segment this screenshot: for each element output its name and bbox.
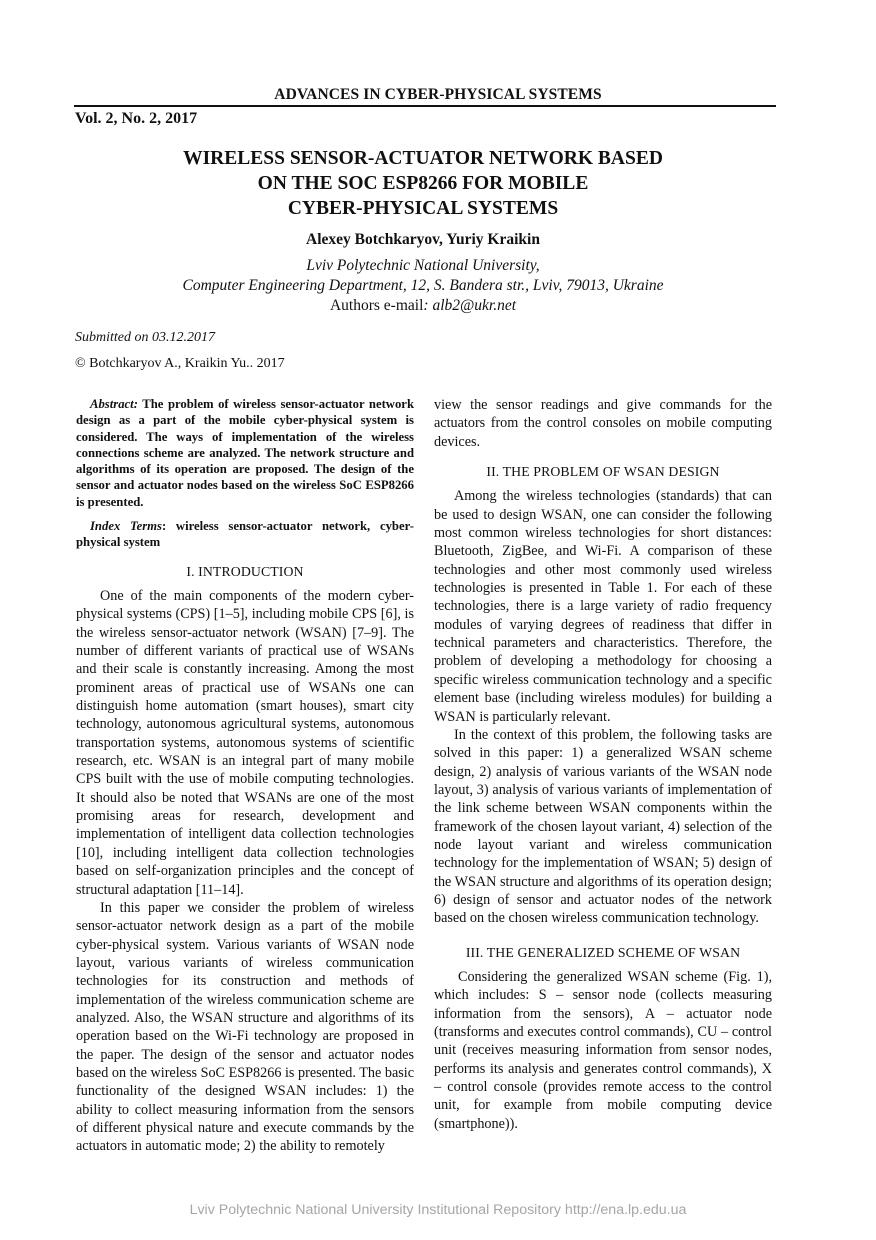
abstract-label: Abstract: <box>90 397 138 411</box>
title-line: WIRELESS SENSOR-ACTUATOR NETWORK BASED <box>183 148 663 169</box>
copyright: © Botchkaryov A., Kraikin Yu.. 2017 <box>75 356 285 371</box>
problem-paragraph-2: In the context of this problem, the following tasks are solved in this paper: 1) a generalized WSAN scheme design, 2) analysis of various variants of the WSAN node layout, 3) analysis of various variants of implementation of the link scheme between WSAN components within the framework of the chosen layout variant, 4) selection of the node layout variant and wireless communication technology for the implementation of WSAN; 5) design of the WSAN structure and algorithms of its operation design; 6) design of sensor and actuator nodes of the network based on the chosen wireless communication technology. <box>434 726 772 927</box>
section-heading-problem: II. THE PROBLEM OF WSAN DESIGN <box>486 464 720 480</box>
intro-paragraph-1: One of the main components of the modern cyber-physical systems (CPS) [1–5], including mobile CPS [6], is the wireless sensor-actuator network (WSAN) [7–9]. The number of different variants of practical use of WSANs and their scale is constantly increasing. Among the most prominent areas of practical use of WSANs one can distinguish home automation (smart houses), smart city technology, autonomous agricultural systems, autonomous transportation systems, autonomous systems of scientific research, etc. WSAN is an integral part of many mobile CPS built with the use of mobile computing technologies. It should also be noted that WSANs are one of the most promising areas for research, development and implementation of intelligent data collection technologies [10], including intelligent data collection technologies based on self-organization principles and the concept of structural adaptation [11–14]. <box>76 588 414 898</box>
index-terms-label: Index Terms <box>90 519 162 534</box>
section-heading-scheme: III. THE GENERALIZED SCHEME OF WSAN <box>465 944 741 960</box>
department: Computer Engineering Department, 12, S. Bandera str., Lviv, 79013, Ukraine <box>182 277 664 294</box>
header-rule <box>74 105 776 107</box>
abstract <box>76 396 414 510</box>
affiliation <box>0 256 846 316</box>
scheme-paragraph-1: Considering the generalized WSAN scheme (Fig. 1), which includes: S – sensor node (collects measuring information from the sensors), A – actuator node (transforms and executes control commands), CU – control unit (receives measuring information from sensor nodes, performs its analysis and generates control commands), X – control console (provides remote access to the control unit, for example from mobile computing device (smartphone)). <box>434 968 772 1132</box>
section-heading-introduction: I. INTRODUCTION <box>186 563 304 579</box>
paper-title <box>0 146 846 221</box>
index-terms <box>76 518 414 551</box>
intro-paragraph-2-continued: view the sensor readings and give commands for the actuators from the control consoles on mobile computing devices. <box>434 397 772 450</box>
submitted-date: Submitted on 03.12.2017 <box>75 330 215 345</box>
intro-paragraph-2: In this paper we consider the problem of wireless sensor-actuator network design as a part of the mobile cyber-physical system. Various variants of WSAN node layout, various variants of wireless communication technologies for its construction and methods of implementation of the wireless communication scheme are analyzed. Also, the WSAN structure and algorithms of its operation based on the Wi-Fi technology are proposed in the paper. The design of the sensor and actuator nodes based on the wireless SoC ESP8266 is presented. The basic functionality of the designed WSAN includes: 1) the ability to collect measuring information from the sensors of different physical nature and execute commands by the actuators in automatic mode; 2) the ability to remotely <box>76 899 414 1155</box>
title-line: CYBER-PHYSICAL SYSTEMS <box>287 198 559 219</box>
right-column <box>434 396 772 1133</box>
index-terms-text: : wireless sensor-actuator network, cyber-physical system <box>76 519 414 550</box>
authors: Alexey Botchkaryov, Yuriy Kraikin <box>306 231 540 248</box>
problem-paragraph-1: Among the wireless technologies (standards) that can be used to design WSAN, one can consider the following most common wireless technologies for short distances: Bluetooth, ZigBee, and Wi-Fi. A comparison of these technologies and other most commonly used wireless technologies is presented in Table 1. For each of these technologies, there is a large variety of radio frequency modules of varying degrees of readiness that differ in technical parameters and characteristics. Therefore, the problem of developing a methodology for choosing a specific wireless communication technology and a specific element base (including wireless modules) for building a WSAN is particularly relevant. <box>434 488 772 725</box>
title-line: ON THE SOC ESP8266 FOR MOBILE <box>257 173 589 194</box>
left-column <box>76 396 414 1156</box>
volume-info: Vol. 2, No. 2, 2017 <box>75 110 198 127</box>
repository-footer: Lviv Polytechnic National University Institutional Repository http://ena.lp.edu.ua <box>189 1202 687 1218</box>
email-address: alb2@ukr.net <box>432 297 517 314</box>
email-label: Authors e-mail <box>329 297 424 314</box>
email-colon: : <box>423 297 429 314</box>
journal-title: ADVANCES IN CYBER-PHYSICAL SYSTEMS <box>274 86 602 103</box>
abstract-text: The problem of wireless sensor-actuator network design as a part of the mobile cyber-physical system is considered. The ways of implementation of the wireless connections scheme are analyzed. The network structure and algorithms of its operation are proposed. The design of the sensor and actuator nodes based on the wireless SoC ESP8266 is presented. <box>76 397 414 509</box>
email-line <box>0 296 846 316</box>
university: Lviv Polytechnic National University, <box>306 257 540 274</box>
